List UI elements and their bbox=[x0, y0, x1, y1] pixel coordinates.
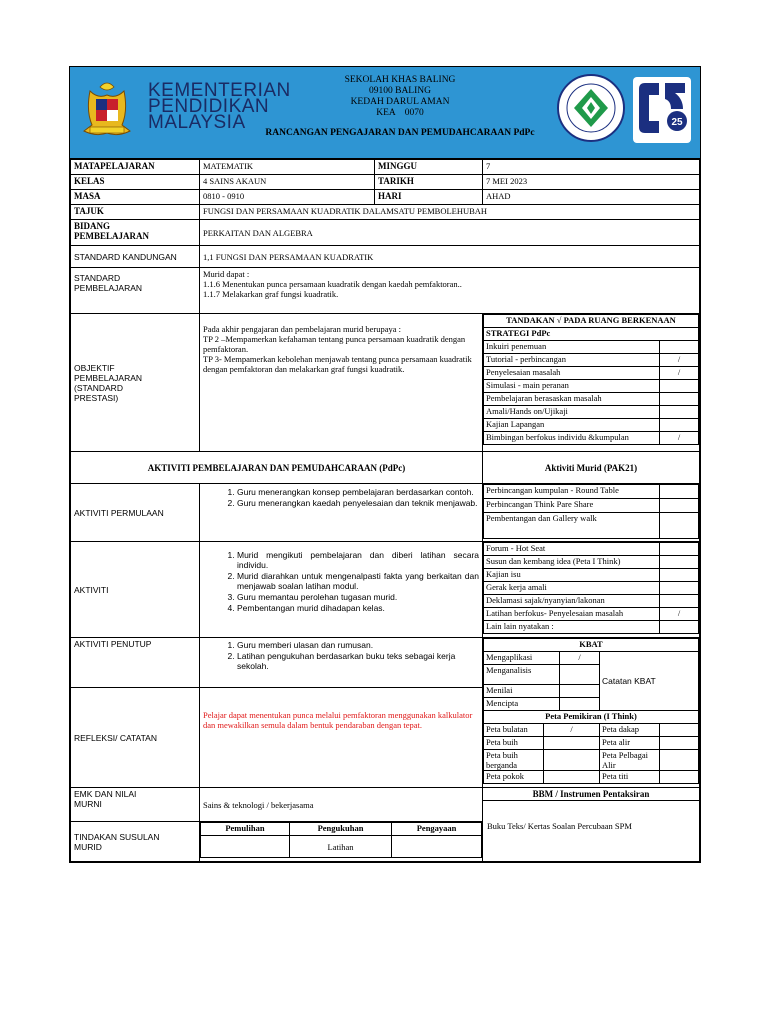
kbat-item-label: Menilai bbox=[484, 685, 560, 698]
kbat-heading: KBAT bbox=[484, 639, 699, 652]
pak21-checkbox[interactable] bbox=[660, 499, 699, 513]
ithink-checkbox[interactable] bbox=[544, 737, 600, 750]
kbat-ithink-panel bbox=[483, 638, 700, 788]
pak21-checkbox[interactable] bbox=[660, 556, 699, 569]
field-value: PERKAITAN DAN ALGEBRA bbox=[200, 220, 700, 246]
activity-item: 2. Murid diarahkan untuk mengenalpasti fakta yang berkaitan dan menjawab soalan latihan modul. bbox=[237, 571, 479, 591]
pak21-row bbox=[484, 608, 699, 621]
main-activity-list bbox=[203, 550, 479, 613]
followup-column-header: Pemulihan bbox=[201, 823, 290, 836]
ithink-item-label: Peta Pelbagai Alir bbox=[600, 750, 660, 771]
school-postcode: 09100 BALING bbox=[368, 86, 431, 96]
pak21-checkbox[interactable] bbox=[660, 513, 699, 539]
kbat-item-label: Mengaplikasi bbox=[484, 652, 560, 665]
followup-value[interactable] bbox=[201, 836, 290, 858]
learning-standard-value bbox=[200, 268, 700, 314]
objective-label-line-3: (STANDARD bbox=[74, 382, 123, 393]
emk-label bbox=[71, 788, 200, 822]
strategy-checkbox[interactable]: / bbox=[660, 367, 699, 380]
ithink-rows bbox=[484, 724, 699, 784]
emk-label-line-2: MURNI bbox=[74, 799, 102, 809]
kbat-row bbox=[484, 652, 699, 665]
time-value: 0810 - 0910 bbox=[200, 190, 375, 205]
activity-item: 4. Pembentangan murid dihadapan kelas. bbox=[237, 603, 479, 613]
ithink-item-label: Peta dakap bbox=[600, 724, 660, 737]
pak21-item-label: Gerak kerja amali bbox=[484, 582, 660, 595]
week-value: 7 bbox=[483, 160, 700, 175]
activities-table bbox=[70, 451, 700, 862]
bbm-heading: BBM / Instrumen Pentaksiran bbox=[483, 788, 699, 801]
strategy-checkbox[interactable] bbox=[660, 419, 699, 432]
school-logo-icon bbox=[556, 73, 626, 143]
document-title: RANCANGAN PENGAJARAN DAN PEMUDAHCARAAN PdPc bbox=[265, 128, 535, 138]
pak21-item-label: Kajian isu bbox=[484, 569, 660, 582]
kbat-item-label: Mencipta bbox=[484, 698, 560, 711]
learning-standard-line-3: 1.1.7 Melakarkan graf fungsi kuadratik. bbox=[203, 289, 339, 299]
opening-activity-list bbox=[203, 487, 479, 508]
main-activity-content bbox=[200, 542, 483, 638]
emk-value: Sains & teknologi / bekerjasama bbox=[200, 788, 483, 822]
lesson-plan-document bbox=[69, 66, 701, 863]
ithink-checkbox[interactable] bbox=[544, 771, 600, 784]
ithink-heading: Peta Pemikiran (I Think) bbox=[484, 711, 699, 724]
field-label bbox=[71, 220, 200, 246]
strategy-subheading: STRATEGI PdPc bbox=[484, 328, 699, 341]
day-value: AHAD bbox=[483, 190, 700, 205]
logo-anniversary-number: 25 bbox=[671, 117, 683, 128]
opening-activity-label: AKTIVITI PERMULAAN bbox=[71, 484, 200, 542]
strategy-rows bbox=[484, 341, 699, 445]
kbat-table bbox=[483, 638, 699, 711]
pak21-checkbox[interactable] bbox=[660, 582, 699, 595]
pak21-row bbox=[484, 595, 699, 608]
strategy-row bbox=[484, 406, 699, 419]
pak21-checkbox[interactable] bbox=[660, 543, 699, 556]
pak21-item-label: Lain lain nyatakan : bbox=[484, 621, 660, 634]
closing-activity-label: AKTIVITI PENUTUP bbox=[71, 638, 200, 688]
pak21-item-label: Perbincangan kumpulan - Round Table bbox=[484, 485, 660, 499]
followup-header-row bbox=[201, 823, 482, 836]
kbat-rows bbox=[484, 652, 699, 711]
followup-column-header: Pengukuhan bbox=[289, 823, 391, 836]
school-info bbox=[230, 75, 570, 139]
followup-values-row bbox=[201, 836, 482, 858]
class-label: KELAS bbox=[71, 175, 200, 190]
pak21-checkbox[interactable] bbox=[660, 485, 699, 499]
pak21-checkbox[interactable] bbox=[660, 595, 699, 608]
strategy-checkbox[interactable] bbox=[660, 380, 699, 393]
opening-activity-content bbox=[200, 484, 483, 542]
ministry-line-3: MALAYSIA bbox=[148, 112, 246, 133]
reflection-text: Pelajar dapat menentukan punca melalui pemfaktoran menggunakan kalkulator dan mewakilkan semula dalam bentuk pendaraban dengan tepat. bbox=[200, 688, 483, 788]
activity-item: 3. Guru memantau perolehan tugasan murid. bbox=[237, 592, 479, 602]
closing-activity-list bbox=[203, 640, 479, 671]
school-state: KEDAH DARUL AMAN bbox=[350, 97, 450, 107]
pak21-item-label: Susun dan kembang idea (Peta I Think) bbox=[484, 556, 660, 569]
topic-value: FUNGSI DAN PERSAMAAN KUADRATIK DALAMSATU PEMBOLEHUBAH bbox=[200, 205, 700, 220]
kbat-checkbox[interactable] bbox=[560, 685, 600, 698]
content-standard-label: STANDARD KANDUNGAN bbox=[71, 246, 200, 268]
time-label: MASA bbox=[71, 190, 200, 205]
strategy-row bbox=[484, 419, 699, 432]
pak21-item-label: Pembentangan dan Gallery walk bbox=[484, 513, 660, 539]
ministry-line-1: KEMENTERIAN bbox=[148, 80, 291, 101]
ithink-row bbox=[484, 771, 699, 784]
reflection-label: REFLEKSI/ CATATAN bbox=[71, 688, 200, 788]
ithink-item-label: Peta pokok bbox=[484, 771, 544, 784]
kbat-item-label: Menganalisis bbox=[484, 665, 560, 685]
content-standard-value: 1,1 FUNGSI DAN PERSAMAAN KUADRATIK bbox=[200, 246, 700, 268]
strategy-table bbox=[483, 314, 699, 445]
pak21-panel-b bbox=[483, 542, 700, 638]
anniversary-logo-icon bbox=[631, 75, 693, 145]
ithink-checkbox[interactable] bbox=[544, 750, 600, 771]
pak21-item-label: Deklamasi sajak/nyanyian/lakonan bbox=[484, 595, 660, 608]
objective-strategy-table bbox=[70, 313, 700, 452]
activity-item: 2. Guru menerangkan kaedah penyelesaian dan teknik menjawab. bbox=[237, 498, 479, 508]
followup-column-header: Pengayaan bbox=[392, 823, 482, 836]
strategy-item-label: Amali/Hands on/Ujikaji bbox=[484, 406, 660, 419]
pak21-checkbox[interactable] bbox=[660, 621, 699, 634]
learning-standard-line-1: Murid dapat : bbox=[203, 269, 250, 279]
pak21-table-b bbox=[483, 542, 699, 634]
followup-label bbox=[71, 822, 200, 862]
pak21-item-label: Perbincangan Think Pare Share bbox=[484, 499, 660, 513]
pak21-panel-a bbox=[483, 484, 700, 542]
strategy-row bbox=[484, 432, 699, 445]
learning-standard-line-2: 1.1.6 Menentukan punca persamaan kuadratik dengan kaedah pemfaktoran.. bbox=[203, 279, 462, 289]
bbm-value: Buku Teks/ Kertas Soalan Percubaan SPM bbox=[487, 821, 632, 831]
objective-label-line-1: OBJEKTIF bbox=[74, 362, 115, 373]
strategy-item-label: Penyelesaian masalah bbox=[484, 367, 660, 380]
ithink-checkbox[interactable] bbox=[660, 724, 699, 737]
learning-standard-label bbox=[71, 268, 200, 314]
ithink-item-label: Peta titi bbox=[600, 771, 660, 784]
followup-label-line-1: TINDAKAN SUSULAN bbox=[74, 831, 160, 842]
day-label: HARI bbox=[375, 190, 483, 205]
ithink-item-label: Peta buih bbox=[484, 737, 544, 750]
followup-value[interactable]: Latihan bbox=[289, 836, 391, 858]
strategy-item-label: Pembelajaran berasaskan masalah bbox=[484, 393, 660, 406]
strategy-item-label: Bimbingan berfokus individu &kumpulan bbox=[484, 432, 660, 445]
kbat-note: Catatan KBAT bbox=[600, 652, 699, 711]
followup-panel bbox=[200, 822, 483, 862]
activities-heading: AKTIVITI PEMBELAJARAN DAN PEMUDAHCARAAN (PdPc) bbox=[71, 452, 483, 484]
emk-label-line-1: EMK DAN NILAI bbox=[74, 789, 137, 799]
ithink-checkbox[interactable] bbox=[660, 737, 699, 750]
ministry-line-2: PENDIDIKAN bbox=[148, 96, 270, 117]
date-label: TARIKH bbox=[375, 175, 483, 190]
strategy-row bbox=[484, 380, 699, 393]
pak21-row bbox=[484, 499, 699, 513]
bbm-panel bbox=[483, 788, 700, 862]
objective-text: Pada akhir pengajaran dan pembelajaran murid berupaya : TP 2 –Mempamerkan kefahaman tentang punca persamaan kuadratik dengan pemfaktoran. TP 3- Mempamerkan kebolehan menjawab tentang punca persamaan kuadratik dengan pemfaktoran dan melakarkan graf fungsi kuadratik. bbox=[200, 314, 483, 452]
ithink-checkbox[interactable] bbox=[660, 750, 699, 771]
strategy-row bbox=[484, 341, 699, 354]
kbat-checkbox[interactable] bbox=[560, 665, 600, 685]
strategy-item-label: Tutorial - perbincangan bbox=[484, 354, 660, 367]
document-header bbox=[70, 67, 700, 159]
field-label-line-2: PEMBELAJARAN bbox=[74, 231, 150, 241]
strategy-row bbox=[484, 393, 699, 406]
ithink-row bbox=[484, 737, 699, 750]
kbat-checkbox[interactable] bbox=[560, 698, 600, 711]
activity-item: 1. Murid mengikuti pembelajaran dan diberi latihan secara individu. bbox=[237, 550, 479, 570]
activity-item: 2. Latihan pengukuhan berdasarkan buku teks sebagai kerja sekolah. bbox=[237, 651, 479, 671]
field-label-line-1: BIDANG bbox=[74, 221, 111, 231]
pak21-table-a bbox=[483, 484, 699, 539]
pak21-row bbox=[484, 543, 699, 556]
topic-label: TAJUK bbox=[71, 205, 200, 220]
strategy-panel bbox=[483, 314, 700, 452]
learning-standard-label-line-2: PEMBELAJARAN bbox=[74, 283, 143, 293]
pak21-row bbox=[484, 569, 699, 582]
week-label: MINGGU bbox=[375, 160, 483, 175]
pak21-row bbox=[484, 556, 699, 569]
pak21-row bbox=[484, 582, 699, 595]
pak21-item-label: Latihan berfokus- Penyelesaian masalah bbox=[484, 608, 660, 621]
kbat-checkbox[interactable]: / bbox=[560, 652, 600, 665]
pak21-checkbox[interactable] bbox=[660, 569, 699, 582]
ithink-row bbox=[484, 750, 699, 771]
school-code: KEA 0070 bbox=[376, 108, 424, 118]
objective-label-line-2: PEMBELAJARAN bbox=[74, 372, 143, 383]
strategy-item-label: Simulasi - main peranan bbox=[484, 380, 660, 393]
ithink-checkbox[interactable]: / bbox=[544, 724, 600, 737]
strategy-checkbox[interactable]: / bbox=[660, 432, 699, 445]
learning-standard-label-line-1: STANDARD bbox=[74, 273, 121, 283]
followup-label-line-2: MURID bbox=[74, 841, 102, 852]
ithink-item-label: Peta buih berganda bbox=[484, 750, 544, 771]
date-value: 7 MEI 2023 bbox=[483, 175, 700, 190]
closing-activity-content bbox=[200, 638, 483, 688]
pak21-row bbox=[484, 621, 699, 634]
activity-item: 1. Guru memberi ulasan dan rumusan. bbox=[237, 640, 479, 650]
school-name: SEKOLAH KHAS BALING bbox=[344, 75, 456, 85]
pak21-heading: Aktiviti Murid (PAK21) bbox=[483, 452, 700, 484]
pak21-row bbox=[484, 485, 699, 499]
ithink-table bbox=[483, 710, 699, 784]
objective-label bbox=[71, 314, 200, 452]
strategy-checkbox[interactable] bbox=[660, 393, 699, 406]
strategy-row bbox=[484, 354, 699, 367]
strategy-heading: TANDAKAN √ PADA RUANG BERKENAAN bbox=[484, 315, 699, 328]
ithink-item-label: Peta alir bbox=[600, 737, 660, 750]
activity-item: 1. Guru menerangkan konsep pembelajaran berdasarkan contoh. bbox=[237, 487, 479, 497]
followup-value[interactable] bbox=[392, 836, 482, 858]
lesson-info-table bbox=[70, 159, 700, 314]
strategy-row bbox=[484, 367, 699, 380]
ithink-row bbox=[484, 724, 699, 737]
main-activity-label: AKTIVITI bbox=[71, 542, 200, 638]
strategy-checkbox[interactable] bbox=[660, 341, 699, 354]
ithink-item-label: Peta bulatan bbox=[484, 724, 544, 737]
strategy-checkbox[interactable]: / bbox=[660, 354, 699, 367]
objective-label-line-4: PRESTASI) bbox=[74, 392, 119, 403]
strategy-item-label: Inkuiri penemuan bbox=[484, 341, 660, 354]
subject-value: MATEMATIK bbox=[200, 160, 375, 175]
class-value: 4 SAINS AKAUN bbox=[200, 175, 375, 190]
ithink-checkbox[interactable] bbox=[660, 771, 699, 784]
pak21-item-label: Forum - Hot Seat bbox=[484, 543, 660, 556]
strategy-checkbox[interactable] bbox=[660, 406, 699, 419]
subject-label: MATAPELAJARAN bbox=[71, 160, 200, 175]
malaysia-crest-icon bbox=[76, 81, 138, 139]
strategy-item-label: Kajian Lapangan bbox=[484, 419, 660, 432]
followup-table bbox=[200, 822, 482, 858]
pak21-row bbox=[484, 513, 699, 539]
pak21-checkbox[interactable]: / bbox=[660, 608, 699, 621]
